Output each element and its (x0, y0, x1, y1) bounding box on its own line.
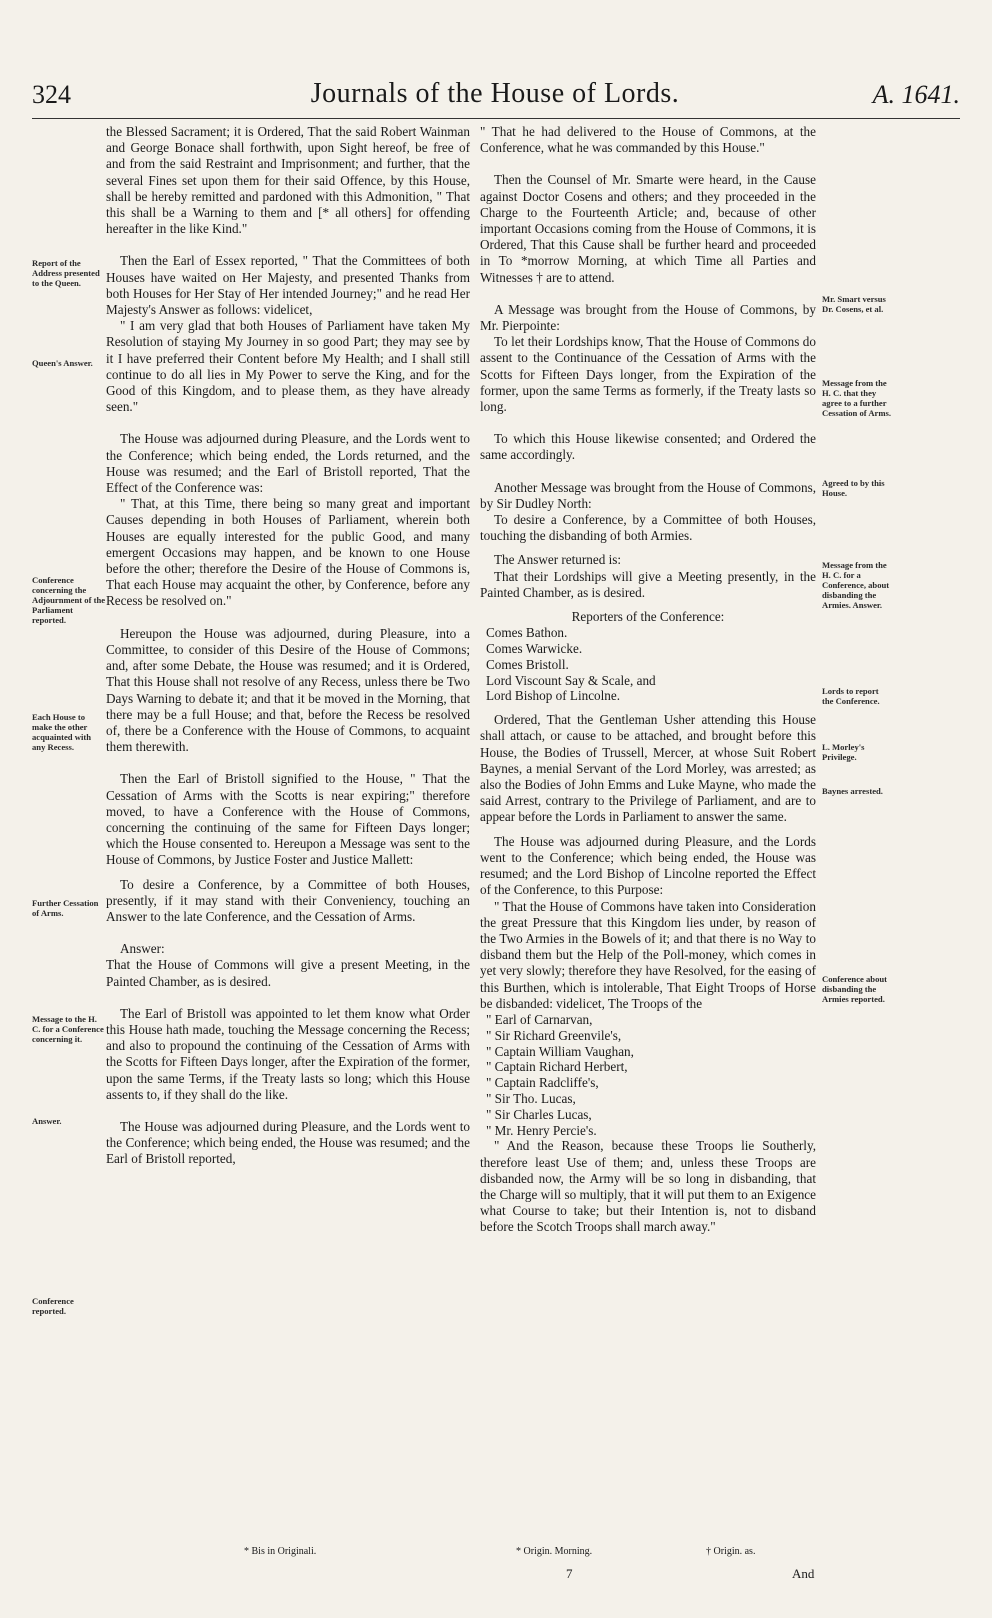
paragraph: Ordered, That the Gentleman Usher attending this House shall attach, or cause to be attached, and brought before this House, the Bodies of Trussell, Mercer, at whose Suit Robert Baynes, a menial Servant of the Lord Morley, was arrested; as also the Bodies of John Emms and Luke Mayne, who made the said Arrest, contrary to the Privilege of Parliament, and are to appear before the Lords in Parliament to answer the same. (480, 712, 816, 825)
quotation: " That he had delivered to the House of Commons, at the Conference, what he was commanded by this House." (480, 124, 816, 156)
margin-note: Report of the Address presented to the Queen. (32, 258, 100, 288)
margin-note: Each House to make the other acquainted with any Recess. (32, 712, 91, 752)
troop: " Captain Richard Herbert, (486, 1059, 628, 1075)
page-title: Journals of the House of Lords. (310, 78, 680, 109)
paragraph: To let their Lordships know, That the House of Commons do assent to the Continuance of the Cessation of Arms with the Scotts for Fifteen Days longer, from the Expiration of the former, upon the same Terms as formerly, if the Treaty lasts so long. (480, 334, 816, 415)
quotation: " That the House of Commons have taken into Consideration the great Pressure that this Kingdom lies under, by reason of the Two Armies in the Bowels of it; and that there is no Way to disband them but the Help of the Poll-money, which comes in yet very slowly; therefore they have Resolved, for the easing of this Burthen, which is intolerable, That Eight Troops of Horse be disbanded: videlicet, The Troops of the (480, 898, 816, 1011)
reporter: Comes Bristoll. (486, 656, 569, 672)
margin-note: Queen's Answer. (32, 358, 93, 368)
footnote: * Bis in Originali. (244, 1546, 317, 1557)
paragraph: A Message was brought from the House of Commons, by Mr. Pierpointe: (480, 301, 816, 334)
paragraph: The Earl of Bristoll was appointed to let them know what Order this House hath made, touching the Message concerning the Recess; and also to propound the continuing of the Cessation of Arms with the Scotts for Fifteen Days longer, after the Expiration of the former, upon the same Terms, if the Treaty lasts so long; which this House assents to, if they shall do the like. (106, 1005, 470, 1102)
paragraph: Then the Earl of Essex reported, " That the Committees of both Houses have waited on Her Majesty, and presented Thanks from both Houses for Her Stay of Her intended Journey;" and he read Her Majesty's Answer as follows: videlicet, (106, 253, 470, 318)
margin-note: Message from the H. C. that they agree to a further Cessation of Arms. (822, 378, 891, 418)
margin-note: Baynes arrested. (822, 786, 883, 796)
page-year: A. 1641. (872, 80, 960, 109)
reporters-list (480, 625, 816, 704)
catchword: And (792, 1566, 815, 1581)
paragraph: Then the Earl of Bristoll signified to the House, " That the Cessation of Arms with the Scotts is near expiring;" therefore moved, to have a Conference with the House of Commons, concerning the continuing of the same for Fifteen Days longer; which the House consented to. Hereupon a Message was sent to the House of Commons, by Justice Foster and Justice Mallett: (106, 771, 470, 868)
margin-note: Further Cessation of Arms. (32, 898, 99, 918)
reporters-heading: Reporters of the Conference: (571, 609, 725, 625)
paragraph: the Blessed Sacrament; it is Ordered, That the said Robert Wainman and George Bonace shall forthwith, upon Sight hereof, be free of and from the said Restraint and Imprisonment; and further, that the several Fines set upon them for their said Offence, by this House, shall be hereby remitted and pardoned with this Admonition, " That this shall be a Warning to them and [* all others] for offending hereafter in the like Kind." (106, 124, 470, 237)
paragraph: The House was adjourned during Pleasure, and the Lords went to the Conference; which being ended, the Lords returned, and the House was resumed; and the Earl of Bristoll reported, That the Effect of the Conference was: (106, 431, 470, 496)
paragraph: The House was adjourned during Pleasure, and the Lords went to the Conference; which being ended, the House was resumed; and the Lord Bishop of Lincolne reported the Effect of the Conference, to this Purpose: (480, 833, 816, 898)
reporter: Comes Bathon. (486, 625, 568, 641)
troop: " Captain Radcliffe's, (486, 1075, 599, 1091)
header-rule (32, 118, 960, 119)
paragraph: The House was adjourned during Pleasure, and the Lords went to the Conference; which being ended, the House was resumed; and the Earl of Bristoll reported, (106, 1118, 470, 1167)
paragraph: That the House of Commons will give a present Meeting, in the Painted Chamber, as is desired. (106, 957, 470, 989)
paragraph: To desire a Conference, by a Committee of both Houses, presently, if it may stand with their Conveniency, touching an Answer to the late Conference, and the Cessation of Arms. (106, 876, 470, 924)
paragraph: To which this House likewise consented; and Ordered the same accordingly. (480, 431, 816, 463)
paragraph: Another Message was brought from the House of Commons, by Sir Dudley North: (480, 479, 816, 511)
reporter: Lord Viscount Say & Scale, and (486, 672, 656, 688)
troop: " Sir Richard Greenvile's, (486, 1027, 622, 1043)
footnote: * Origin. Morning. (516, 1546, 593, 1557)
answer-heading: Answer: (120, 941, 165, 957)
troop: " Sir Charles Lucas, (486, 1106, 592, 1122)
quotation: " That, at this Time, there being so many great and important Causes depending in both Houses of Parliament, wherein both Houses are equally interested for the public Good, and many emergent Occasions may happen, and be known to one House before the other; therefore the Desire of the House of Commons is, That each House may acquaint the other, by Conference, before any Recess be resolved on." (106, 496, 470, 609)
margin-note: Conference reported. (32, 1296, 74, 1316)
troop: " Sir Tho. Lucas, (486, 1090, 576, 1106)
paragraph: The Answer returned is: (494, 552, 622, 568)
quotation: " I am very glad that both Houses of Parliament have taken My Resolution of staying My Journey in so good Part; they may see by it I have preferred their Content before My Health; and I shall still continue to do all lies in My Power to serve the King, and for the Good of this Kingdom, and to please them, as they have already seen." (106, 318, 470, 415)
paragraph: Hereupon the House was adjourned, during Pleasure, into a Committee, to consider of this Desire of the House of Commons; and, after some Debate, the House was resumed; and it is Ordered, That this House shall not resolve of any Recess, unless there be Two Days Warning to debate it; and that it be moved in the Morning, that there may be a full House; and that, before the Recess be resolved of, there be a Conference with the House of Commons, to acquaint them therewith. (106, 625, 470, 755)
troop: " Earl of Carnarvan, (486, 1011, 593, 1027)
page-header (30, 74, 960, 118)
margin-note: Message to the H. C. for a Conference concerning it. (32, 1014, 104, 1044)
margin-note: Mr. Smart versus Dr. Cosens, et al. (822, 294, 886, 314)
quotation: " And the Reason, because these Troops lie Southerly, therefore least Use of them; and, unless these Troops are disbanded now, the Army will be so long in disbanding, that the Charge will so multiply, that it will put them to an Exigence what Course to take; but their Intention is, not to disband before the Scotch Troops shall march away." (480, 1138, 816, 1235)
troops-list (480, 1012, 816, 1138)
margin-note: Lords to report the Conference. (822, 686, 880, 706)
margin-note: Message from the H. C. for a Conference, about disbanding the Armies. Answer. (822, 560, 890, 610)
right-column (480, 124, 816, 1236)
page-number: 324 (32, 80, 71, 109)
paragraph: Then the Counsel of Mr. Smarte were heard, in the Cause against Doctor Cosens and others; and they proceeded in the Charge to the Fourteenth Article; and, because of other important Occasions coming from the House of Commons, it is Ordered, That this Cause shall be further heard and proceeded in To *morrow Morning, at which Time all Parties and Witnesses † are to attend. (480, 172, 816, 285)
reporter: Lord Bishop of Lincolne. (486, 688, 621, 704)
left-column (106, 124, 470, 1168)
paragraph: That their Lordships will give a Meeting presently, in the Painted Chamber, as is desired. (480, 568, 816, 600)
troop: " Mr. Henry Percie's. (486, 1122, 597, 1138)
footnote: † Origin. as. (706, 1546, 756, 1557)
margin-note: Conference about disbanding the Armies reported. (822, 974, 888, 1004)
margin-note: Conference concerning the Adjournment of the Parliament reported. (32, 575, 106, 625)
margin-note: L. Morley's Privilege. (822, 742, 865, 762)
signature-mark: 7 (566, 1566, 573, 1581)
reporter: Comes Warwicke. (486, 641, 583, 657)
margin-note: Agreed to by this House. (822, 478, 885, 498)
paragraph: To desire a Conference, by a Committee of both Houses, touching the disbanding of both Armies. (480, 512, 816, 544)
margin-note: Answer. (32, 1116, 62, 1126)
troop: " Captain William Vaughan, (486, 1043, 634, 1059)
